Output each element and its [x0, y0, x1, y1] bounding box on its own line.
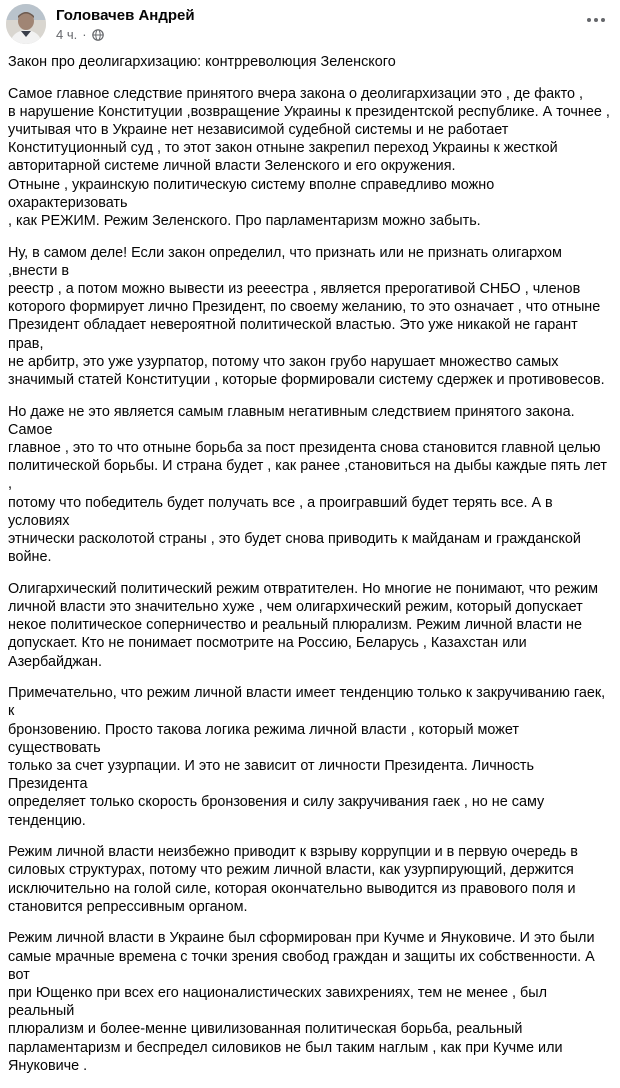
post-paragraph: Самое главное следствие принятого вчера закона о деолигархизации это , де факто , в нарушение Конституции ,возвращение Украины к президентской республике. А точнее , учитывая что в Украине нет независимой судебной системы и не работает Конституционный суд , то этот закон отныне закрепил переход Украины к жесткой авторитарной системе личной власти Зеленского и его окружения. Отныне , украинскую политическую систему вполне справедливо можно охарактеризовать , как РЕЖИМ. Режим Зеленского. Про парламентаризм можно забыть. [8, 85, 610, 230]
post-paragraph: Режим личной власти в Украине был сформирован при Кучме и Януковиче. И это были самые мрачные времена с точки зрения свобод граждан и защиты их собственности. А вот при Ющенко при всех его националистических завихрениях, тем не менее , был реальный плюрализм и более-менне цивилизованная политическая борьба, реальный парламентаризм и беспредел силовиков не был таким наглым , как при Кучме или Януковиче . [8, 930, 595, 1074]
meta-separator: · [82, 27, 87, 42]
avatar-photo-icon [6, 4, 46, 44]
post-paragraph: Олигархический политический режим отвратителен. Но многие не понимают, что режим личной власти это значительно хуже , чем олигархический режим, который допускает некое политическое соперничество и реальный плюрализм. Режим личной власти не допускает. Кто не понимает посмотрите на Россию, Беларусь , Казахстан или Азербайджан. [8, 580, 599, 670]
more-options-button[interactable] [582, 10, 610, 30]
post-paragraph: Примечательно, что режим личной власти имеет тенденцию только к закручиванию гаек, к бронзовению. Просто такова логика режима личной власти , который может существовать только за счет узурпации. И это не зависит от личности Президента. Личность Президента определяет только скорость бронзовения и силу закручивания гаек , но не саму тенденцию. [8, 685, 606, 829]
post-timestamp[interactable]: 4 ч. [56, 27, 78, 42]
more-options-icon [586, 17, 606, 23]
author-name[interactable]: Головачев Андрей [56, 7, 195, 24]
author-avatar[interactable] [6, 4, 46, 44]
post-paragraph: Ну, в самом деле! Если закон определил, что признать или не признать олигархом ,внести в реестр , а потом можно вывести из рееестра , является прерогативой СНБО , членов которого формирует лично Президент, по своему желанию, то это означает , что отныне Президент обладает невероятной политической властью. Это уже никакой не гарант прав, не арбитр, это уже узурпатор, потому что закон грубо нарушает множество самых значимый статей Конституции , которые формировали систему сдержек и противовесов. [8, 244, 605, 389]
post-header [6, 4, 614, 44]
post-paragraph-title: Закон про деолигархизацию: контрреволюция Зеленского [8, 54, 396, 70]
post-body [8, 53, 612, 1088]
post-paragraph: Режим личной власти неизбежно приводит к взрыву коррупции и в первую очередь в силовых структурах, потому что режим личной власти, как узурпирующий, держится исключительно на голой силе, которая окончательно выводится из правового поля и становится репрессивным органом. [8, 844, 578, 915]
post-paragraph: Но даже не это является самым главным негативным следствием принятого закона. Самое главное , это то что отныне борьба за пост президента снова становится главной целью политической борьбы. И страна будет , как ранее ,становиться на дыбы каждые пять лет , потому что победитель будет получать все , а проигравший будет терять все. А в условиях этнически расколотой страны , это будет снова приводить к майданам и гражданской войне. [8, 403, 607, 566]
globe-icon[interactable] [92, 29, 104, 41]
post-meta [56, 27, 104, 42]
